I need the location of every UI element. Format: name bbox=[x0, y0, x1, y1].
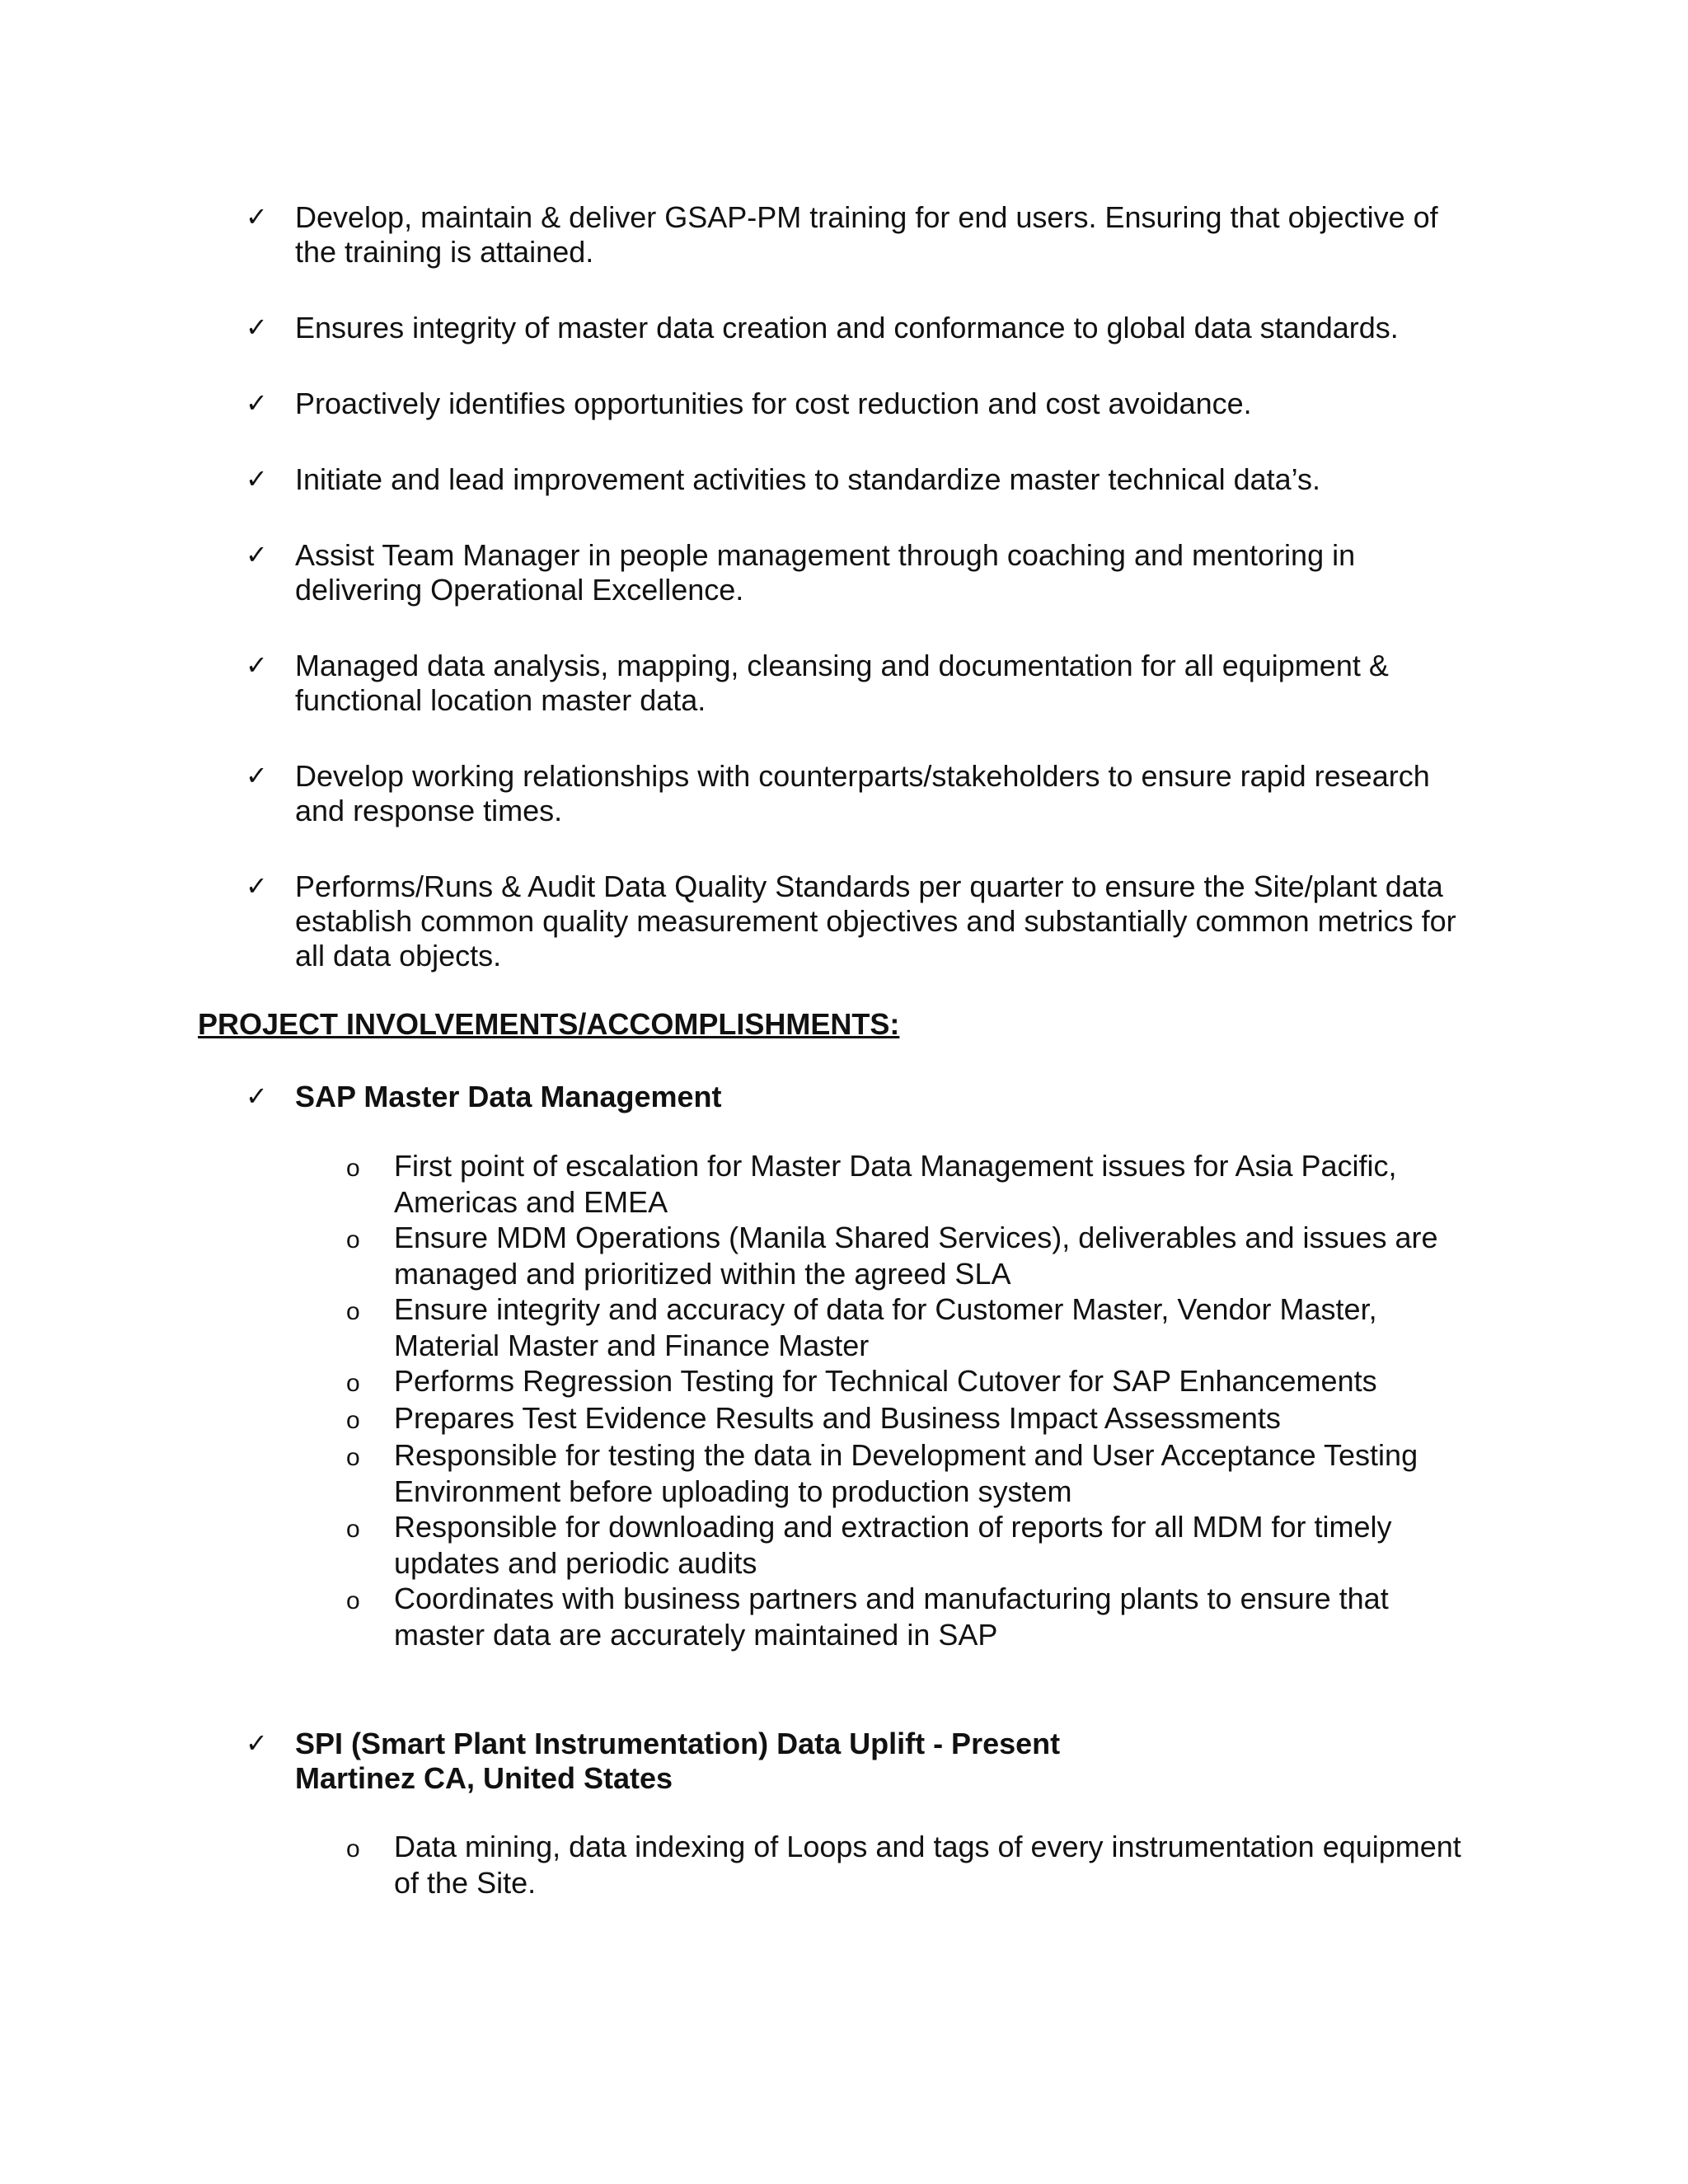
project-item-line: Responsible for downloading and extraction of reports for all MDM for timely bbox=[394, 1510, 1392, 1544]
circle-bullet-icon: o bbox=[346, 1407, 360, 1434]
project-item-line: Ensure integrity and accuracy of data for Customer Master, Vendor Master, bbox=[394, 1292, 1377, 1326]
duty-line: functional location master data. bbox=[295, 683, 706, 717]
duty-line: all data objects. bbox=[295, 939, 502, 972]
project-location: Martinez CA, United States bbox=[295, 1761, 673, 1795]
project-item-line: managed and prioritized within the agreed SLA bbox=[394, 1257, 1011, 1291]
circle-bullet-icon: o bbox=[346, 1370, 360, 1397]
project-item-line: Environment before uploading to production system bbox=[394, 1474, 1072, 1508]
duty-line: Proactively identifies opportunities for cost reduction and cost avoidance. bbox=[295, 387, 1252, 420]
duty-line: Develop working relationships with counterparts/stakeholders to ensure rapid research bbox=[295, 759, 1430, 793]
duty-line: Ensures integrity of master data creation and conformance to global data standards. bbox=[295, 311, 1399, 344]
duty-line: delivering Operational Excellence. bbox=[295, 573, 744, 607]
circle-bullet-icon: o bbox=[346, 1587, 360, 1615]
check-icon: ✓ bbox=[246, 1080, 268, 1112]
check-icon: ✓ bbox=[246, 387, 268, 419]
circle-bullet-icon: o bbox=[346, 1155, 360, 1182]
check-icon: ✓ bbox=[246, 539, 268, 570]
project-title: SPI (Smart Plant Instrumentation) Data Uplift - Present bbox=[295, 1727, 1061, 1760]
section-heading: PROJECT INVOLVEMENTS/ACCOMPLISHMENTS: bbox=[198, 1007, 900, 1041]
project-item-line: Material Master and Finance Master bbox=[394, 1329, 870, 1362]
project-item-line: master data are accurately maintained in SAP bbox=[394, 1618, 998, 1652]
check-icon: ✓ bbox=[246, 1727, 268, 1759]
duty-line: the training is attained. bbox=[295, 235, 594, 269]
duty-line: Managed data analysis, mapping, cleansing and documentation for all equipment & bbox=[295, 649, 1389, 682]
project-item-line: updates and periodic audits bbox=[394, 1546, 757, 1580]
check-icon: ✓ bbox=[246, 870, 268, 902]
project-item-line: First point of escalation for Master Data Management issues for Asia Pacific, bbox=[394, 1149, 1397, 1183]
circle-bullet-icon: o bbox=[346, 1298, 360, 1325]
project-item-line: of the Site. bbox=[394, 1866, 537, 1900]
project-item-line: Americas and EMEA bbox=[394, 1185, 668, 1219]
duty-line: establish common quality measurement objectives and substantially common metrics for bbox=[295, 904, 1456, 938]
project-item-line: Responsible for testing the data in Development and User Acceptance Testing bbox=[394, 1438, 1418, 1472]
duty-line: Initiate and lead improvement activities to standardize master technical data’s. bbox=[295, 462, 1320, 496]
check-icon: ✓ bbox=[246, 760, 268, 791]
project-item-line: Performs Regression Testing for Technical Cutover for SAP Enhancements bbox=[394, 1364, 1377, 1398]
project-title: SAP Master Data Management bbox=[295, 1080, 722, 1113]
duty-line: and response times. bbox=[295, 794, 563, 827]
project-item-line: Ensure MDM Operations (Manila Shared Services), deliverables and issues are bbox=[394, 1221, 1438, 1254]
duty-line: Performs/Runs & Audit Data Quality Standards per quarter to ensure the Site/plant data bbox=[295, 869, 1443, 903]
check-icon: ✓ bbox=[246, 201, 268, 232]
circle-bullet-icon: o bbox=[346, 1226, 360, 1254]
circle-bullet-icon: o bbox=[346, 1444, 360, 1471]
duty-line: Develop, maintain & deliver GSAP-PM training for end users. Ensuring that objective of bbox=[295, 200, 1438, 234]
circle-bullet-icon: o bbox=[346, 1516, 360, 1543]
check-icon: ✓ bbox=[246, 649, 268, 681]
check-icon: ✓ bbox=[246, 463, 268, 494]
project-item-line: Coordinates with business partners and manufacturing plants to ensure that bbox=[394, 1582, 1389, 1615]
project-item-line: Data mining, data indexing of Loops and tags of every instrumentation equipment bbox=[394, 1830, 1461, 1863]
check-icon: ✓ bbox=[246, 312, 268, 343]
duty-line: Assist Team Manager in people management through coaching and mentoring in bbox=[295, 538, 1356, 572]
project-item-line: Prepares Test Evidence Results and Business Impact Assessments bbox=[394, 1401, 1281, 1435]
circle-bullet-icon: o bbox=[346, 1835, 360, 1863]
